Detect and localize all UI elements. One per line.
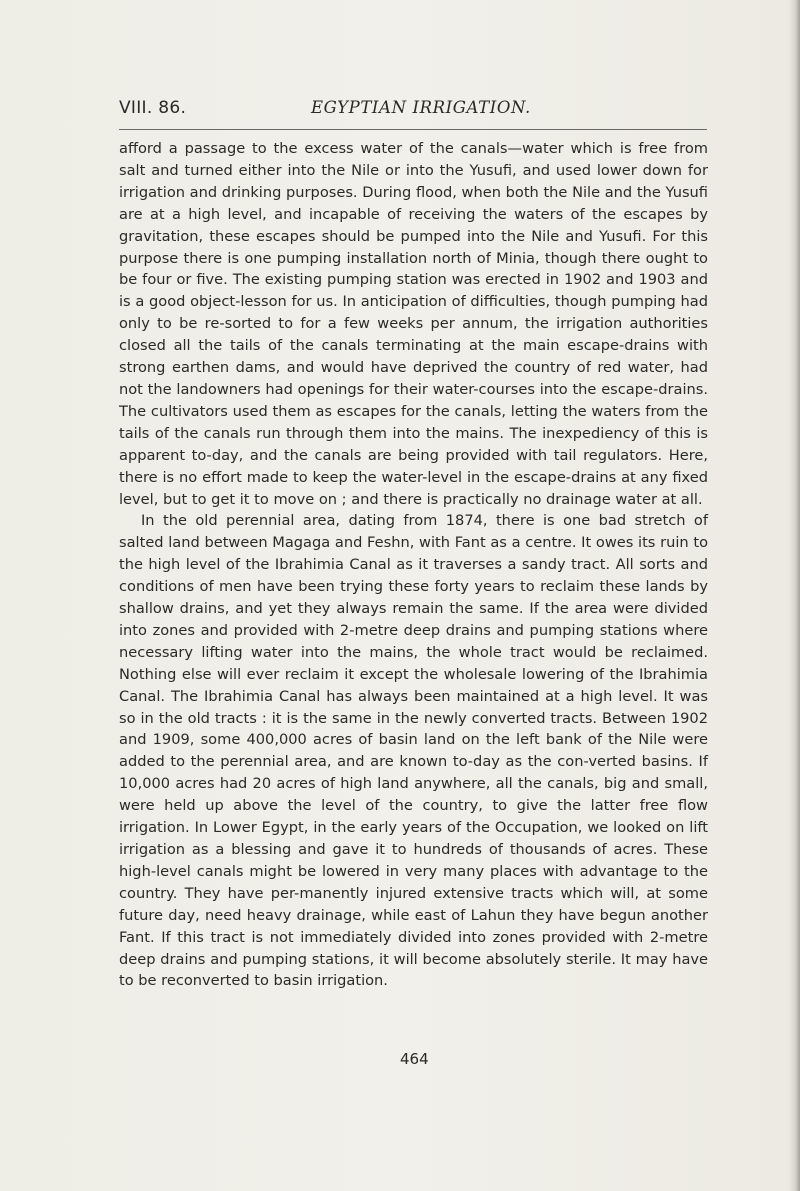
body-text bbox=[119, 138, 708, 992]
paragraph: In the old perennial area, dating from 1874, there is one bad stretch of salted land between Magaga and Feshn, with Fant as a centre. It owes its ruin to the high level of the Ibrahimia Canal as it traverses a sandy tract. All sorts and conditions of men have been trying these forty years to reclaim these lands by shallow drains, and yet they always remain the same. If the area were divided into zones and provided with 2-metre deep drains and pumping stations where necessary lifting water into the mains, the whole tract would be reclaimed. Nothing else will ever reclaim it except the wholesale lowering of the Ibrahimia Canal. The Ibrahimia Canal has always been maintained at a high level. It was so in the old tracts : it is the same in the newly converted tracts. Between 1902 and 1909, some 400,000 acres of basin land on the left bank of the Nile were added to the perennial area, and are known to-day as the con-verted basins. If 10,000 acres had 20 acres of high land anywhere, all the canals, big and small, were held up above the level of the country, to give the latter free flow irrigation. In Lower Egypt, in the early years of the Occupation, we looked on lift irrigation as a blessing and gave it to hundreds of thousands of acres. These high-level canals might be lowered in very many places with advantage to the country. They have per-manently injured extensive tracts which will, at some future day, need heavy drainage, while east of Lahun they have begun another Fant. If this tract is not immediately divided into zones provided with 2-metre deep drains and pumping stations, it will become absolutely sterile. It may have to be reconverted to basin irrigation. bbox=[119, 512, 708, 990]
page-edge-shadow bbox=[788, 0, 800, 1191]
header-rule bbox=[119, 129, 707, 130]
running-header bbox=[119, 98, 709, 124]
paragraph: afford a passage to the excess water of the canals—water which is free from salt and turned either into the Nile or into the Yusufi, and used lower down for irrigation and drinking purposes. During flood, when both the Nile and the Yusufi are at a high level, and incapable of receiving the waters of the escapes by gravitation, these escapes should be pumped into the Nile and Yusufi. For this purpose there is one pumping installation north of Minia, though there ought to be four or five. The existing pumping station was erected in 1902 and 1903 and is a good object-lesson for us. In anticipation of difficulties, though pumping had only to be re-sorted to for a few weeks per annum, the irrigation authorities closed all the tails of the canals terminating at the main escape-drains with strong earthen dams, and would have deprived the country of red water, had not the landowners had openings for their water-courses into the escape-drains. The cultivators used them as escapes for the canals, letting the waters from the tails of the canals run through them into the mains. The inexpediency of this is apparent to-day, and the canals are being provided with tail regulators. Here, there is no effort made to keep the water-level in the escape-drains at any fixed level, but to get it to move on ; and there is practically no drainage water at all. bbox=[119, 140, 708, 508]
page-number: 464 bbox=[400, 1050, 429, 1068]
running-title: EGYPTIAN IRRIGATION. bbox=[311, 98, 531, 117]
section-number: VIII. 86. bbox=[119, 98, 187, 118]
